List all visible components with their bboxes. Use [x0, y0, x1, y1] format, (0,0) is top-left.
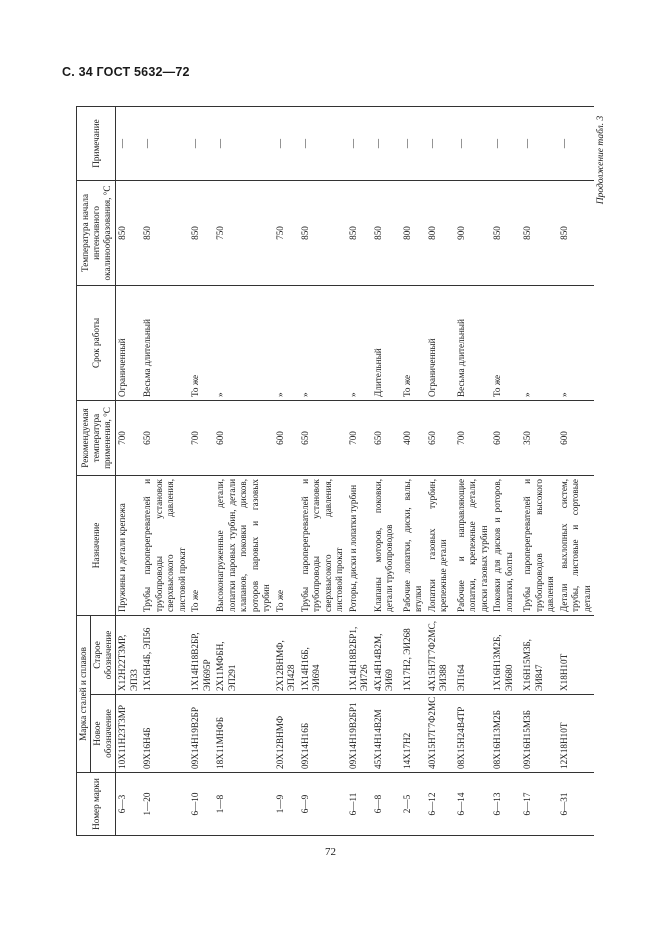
- cell-new: 18Х11МНФБ: [214, 695, 274, 773]
- cell-term: »: [558, 285, 595, 400]
- cell-num: 2—5: [401, 773, 426, 836]
- table-row: [372, 106, 401, 835]
- cell-purpose: Трубы пароперегревателей и трубопроводы установок сверхвысокого давления, листовой прокат: [141, 475, 189, 615]
- cell-num: 6—13: [491, 773, 521, 836]
- cell-term: »: [214, 285, 274, 400]
- cell-old: Х18Н10Т: [558, 615, 595, 694]
- cell-note: —: [274, 106, 299, 180]
- table-row: [491, 106, 521, 835]
- cell-scale-temp: 850: [347, 180, 372, 285]
- cell-num: 6—14: [455, 773, 492, 836]
- cell-note: —: [141, 106, 189, 180]
- cell-scale-temp: 900: [455, 180, 492, 285]
- cell-purpose: Лопатки газовых турбин, крепежные детали: [426, 475, 455, 615]
- cell-note: —: [299, 106, 347, 180]
- cell-rec-temp: 650: [299, 400, 347, 475]
- col-header-note: Примечание: [77, 106, 116, 180]
- cell-num: 1—8: [214, 773, 274, 836]
- table-row: [299, 106, 347, 835]
- cell-rec-temp: 650: [372, 400, 401, 475]
- data-table: [76, 106, 594, 836]
- cell-new: 08Х16Н13М2Б: [491, 695, 521, 773]
- table-row: [214, 106, 274, 835]
- cell-scale-temp: 850: [116, 180, 142, 285]
- col-header-purpose: Назначение: [77, 475, 116, 615]
- cell-scale-temp: 850: [491, 180, 521, 285]
- cell-old: Х16Н15М3Б, ЭИ847: [521, 615, 558, 694]
- col-header-rec-temp: Рекомендуемая температура применения, °С: [77, 400, 116, 475]
- cell-term: Весьма длительный: [455, 285, 492, 400]
- cell-scale-temp: 800: [426, 180, 455, 285]
- cell-scale-temp: 850: [299, 180, 347, 285]
- cell-note: —: [372, 106, 401, 180]
- table-row: [116, 106, 142, 835]
- table-row: [347, 106, 372, 835]
- col-header-num: Номер марки: [77, 773, 116, 836]
- cell-scale-temp: 750: [274, 180, 299, 285]
- cell-new: 09Х14Н19В2БР1: [347, 695, 372, 773]
- cell-num: 6—10: [189, 773, 214, 836]
- cell-new: 40Х15Н7Г7Ф2МС: [426, 695, 455, 773]
- cell-rec-temp: 400: [401, 400, 426, 475]
- cell-term: Длительный: [372, 285, 401, 400]
- cell-rec-temp: 700: [116, 400, 142, 475]
- table-body: [116, 106, 595, 835]
- cell-term: То же: [491, 285, 521, 400]
- cell-note: —: [347, 106, 372, 180]
- cell-scale-temp: 850: [141, 180, 189, 285]
- cell-old: 1Х14Н18В2БР, ЭИ695Р: [189, 615, 214, 694]
- cell-purpose: Высоконагруженные детали, лопатки паровых турбин, детали клапанов, поковки дисков, роторов паровых и газовых турбин: [214, 475, 274, 615]
- cell-rec-temp: 700: [189, 400, 214, 475]
- cell-old: 1Х14Н18В2БР1, ЭИ726: [347, 615, 372, 694]
- col-header-grade-group: Марка сталей и сплавов: [77, 615, 91, 772]
- page-header: С. 34 ГОСТ 5632—72: [62, 65, 190, 79]
- cell-new: 09Х14Н19В2БР: [189, 695, 214, 773]
- cell-rec-temp: 700: [347, 400, 372, 475]
- cell-new: 09Х16Н4Б: [141, 695, 189, 773]
- cell-term: То же: [189, 285, 214, 400]
- cell-purpose: То же: [189, 475, 214, 615]
- table-row: [455, 106, 492, 835]
- cell-rec-temp: 600: [558, 400, 595, 475]
- cell-old: 1Х16Н4Б, ЭП56: [141, 615, 189, 694]
- cell-num: 1—20: [141, 773, 189, 836]
- cell-scale-temp: 850: [521, 180, 558, 285]
- table-row: [521, 106, 558, 835]
- cell-purpose: Детали выхлопных систем, трубы, листовые и сортовые детали: [558, 475, 595, 615]
- cell-old: 2Х11МФБН, ЭП291: [214, 615, 274, 694]
- cell-note: —: [491, 106, 521, 180]
- cell-scale-temp: 750: [214, 180, 274, 285]
- cell-term: Весьма длительный: [141, 285, 189, 400]
- cell-old: 1Х14Н16Б, ЭИ694: [299, 615, 347, 694]
- cell-rec-temp: 600: [214, 400, 274, 475]
- table-row: [401, 106, 426, 835]
- cell-purpose: Роторы, диски и лопатки турбин: [347, 475, 372, 615]
- cell-note: —: [116, 106, 142, 180]
- cell-purpose: Трубы пароперегревателей и трубопроводов высокого давления: [521, 475, 558, 615]
- cell-note: —: [189, 106, 214, 180]
- table-row: [189, 106, 214, 835]
- cell-term: »: [521, 285, 558, 400]
- cell-num: 1—9: [274, 773, 299, 836]
- cell-new: 20Х12ВНМФ: [274, 695, 299, 773]
- cell-new: 45Х14Н14В2М: [372, 695, 401, 773]
- cell-new: 08Х15Н24В4ТР: [455, 695, 492, 773]
- cell-rec-temp: 650: [141, 400, 189, 475]
- cell-note: —: [401, 106, 426, 180]
- col-header-new: Новое обозначение: [91, 695, 116, 773]
- cell-old: 4Х14Н14В2М, ЭИ69: [372, 615, 401, 694]
- cell-num: 6—17: [521, 773, 558, 836]
- table-row: [426, 106, 455, 835]
- cell-term: Ограниченный: [116, 285, 142, 400]
- continuation-label: Продолжение табл. 3: [596, 115, 606, 205]
- cell-rec-temp: 600: [491, 400, 521, 475]
- cell-num: 6—12: [426, 773, 455, 836]
- cell-old: Х12Н22Т3МР, ЭП33: [116, 615, 142, 694]
- cell-scale-temp: 850: [558, 180, 595, 285]
- cell-new: 12Х18Н10Т: [558, 695, 595, 773]
- cell-term: »: [274, 285, 299, 400]
- cell-purpose: Рабочие и направляющие лопатки, крепежные детали, диски газовых турбин: [455, 475, 492, 615]
- cell-old: 2Х12ВНМФ, ЭП428: [274, 615, 299, 694]
- cell-purpose: Клапаны моторов, поковки, детали трубопроводов: [372, 475, 401, 615]
- cell-note: —: [455, 106, 492, 180]
- table-row: [141, 106, 189, 835]
- col-header-old: Старое обозначение: [91, 615, 116, 694]
- cell-note: —: [521, 106, 558, 180]
- table-row: [558, 106, 595, 835]
- table-row: [274, 106, 299, 835]
- cell-num: 6—9: [299, 773, 347, 836]
- cell-purpose: Пружины и детали крепежа: [116, 475, 142, 615]
- cell-term: Ограниченный: [426, 285, 455, 400]
- cell-old: 1Х16Н13М2Б, ЭИ680: [491, 615, 521, 694]
- cell-num: 6—11: [347, 773, 372, 836]
- cell-note: —: [558, 106, 595, 180]
- cell-term: »: [347, 285, 372, 400]
- rotated-table-wrapper: [76, 107, 592, 836]
- cell-rec-temp: 650: [426, 400, 455, 475]
- cell-purpose: Трубы пароперегревателей и трубопроводы установок сверхвысокого давления, листовой прокат: [299, 475, 347, 615]
- cell-scale-temp: 850: [372, 180, 401, 285]
- cell-purpose: То же: [274, 475, 299, 615]
- col-header-term: Срок работы: [77, 285, 116, 400]
- cell-new: 14Х17Н2: [401, 695, 426, 773]
- cell-purpose: Рабочие лопатки, диски, валы, втулки: [401, 475, 426, 615]
- cell-rec-temp: 350: [521, 400, 558, 475]
- cell-num: 6—3: [116, 773, 142, 836]
- cell-old: ЭП164: [455, 615, 492, 694]
- cell-old: 1Х17Н2, ЭИ268: [401, 615, 426, 694]
- cell-purpose: Поковки для дисков и роторов, лопатки, болты: [491, 475, 521, 615]
- cell-new: 09Х14Н16Б: [299, 695, 347, 773]
- cell-term: То же: [401, 285, 426, 400]
- cell-old: 4Х15Н7Г7Ф2МС, ЭИ388: [426, 615, 455, 694]
- cell-scale-temp: 850: [189, 180, 214, 285]
- col-header-scale-temp: Температура начала интенсивного окалинообразования, °С: [77, 180, 116, 285]
- cell-new: 09Х16Н15М3Б: [521, 695, 558, 773]
- cell-num: 6—8: [372, 773, 401, 836]
- cell-new: 10Х11Н23Т3МР: [116, 695, 142, 773]
- cell-term: »: [299, 285, 347, 400]
- header-row-1: [77, 106, 91, 835]
- cell-note: —: [426, 106, 455, 180]
- cell-scale-temp: 800: [401, 180, 426, 285]
- cell-note: —: [214, 106, 274, 180]
- cell-num: 6—31: [558, 773, 595, 836]
- page-number: 72: [325, 846, 336, 858]
- cell-rec-temp: 600: [274, 400, 299, 475]
- cell-rec-temp: 700: [455, 400, 492, 475]
